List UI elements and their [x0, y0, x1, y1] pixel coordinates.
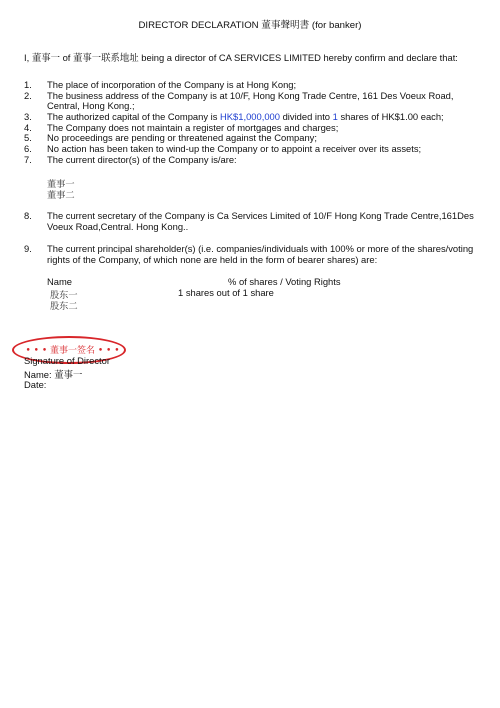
item-9-line-2: rights of the Company, of which none are held in the form of bearer shares) are: — [47, 254, 378, 265]
item-8-number: 8. — [24, 210, 32, 221]
shareholder-2-name: 股东二 — [50, 301, 78, 312]
name-label: Name: — [24, 369, 52, 380]
director-2: 董事二 — [47, 190, 75, 201]
date-label: Date: — [24, 379, 47, 390]
item-6-text: No action has been taken to wind-up the Company or to appoint a receiver over its assets; — [47, 143, 422, 154]
intro-statement — [24, 50, 458, 64]
item-3-text — [47, 111, 444, 122]
item-5-number: 5. — [24, 132, 32, 143]
item-6-number: 6. — [24, 143, 32, 154]
item-4-text: The Company does not maintain a register of mortgages and charges; — [47, 122, 339, 133]
item-2-line-2: Central, Hong Kong.; — [47, 100, 135, 111]
item-9-line-1: The current principal shareholder(s) (i.e. companies/individuals with 100% or more of the shares/voting — [47, 243, 474, 254]
item-9-number: 9. — [24, 243, 32, 254]
item-2-number: 2. — [24, 90, 32, 101]
director-1: 董事一 — [47, 179, 75, 190]
shareholder-col-name: Name — [47, 276, 73, 287]
shareholder-col-shares: % of shares / Voting Rights — [228, 276, 341, 287]
intro-address: 董事一联系地址 — [73, 53, 139, 64]
title-cjk: 董事聲明書 — [261, 20, 310, 31]
title-text: DIRECTOR DECLARATION — [138, 20, 259, 31]
item-2-line-1: The business address of the Company is at 10/F, Hong Kong Trade Centre, 161 Des Voeux Road, — [47, 90, 454, 101]
intro-director-name: 董事一 — [31, 53, 60, 64]
item-4-number: 4. — [24, 122, 32, 133]
item-7-text: The current director(s) of the Company is/are: — [47, 154, 237, 165]
shareholder-1-name: 股东一 — [50, 290, 78, 301]
item-8-line-1: The current secretary of the Company is Ca Services Limited of 10/F Hong Kong Trade Centre,161Des — [47, 210, 474, 221]
item-1-text: The place of incorporation of the Company is at Hong Kong; — [47, 79, 297, 90]
item-3-before: The authorized capital of the Company is — [47, 111, 218, 122]
item-3-number: 3. — [24, 111, 32, 122]
document-title — [0, 17, 500, 31]
intro-text: being a director of CA SERVICES LIMITED hereby confirm and declare that: — [141, 52, 458, 63]
item-1-number: 1. — [24, 79, 32, 90]
item-3-middle: divided into — [282, 111, 331, 122]
item-5-text: No proceedings are pending or threatened against the Company; — [47, 132, 317, 143]
intro-of: of — [62, 52, 71, 63]
title-suffix: (for banker) — [311, 20, 362, 31]
name-value: 董事一 — [54, 370, 83, 381]
item-3-after: shares of HK$1.00 each; — [340, 111, 444, 122]
item-8-line-2: Voeux Road,Central. Hong Kong.. — [47, 221, 189, 232]
signed-name: • • • 董事一签名 • • • — [25, 346, 120, 356]
signature-label: Signature of Director — [24, 355, 110, 366]
shareholder-1-shares: 1 shares out of 1 share — [178, 287, 274, 298]
item-7-number: 7. — [24, 154, 32, 165]
authorized-capital: HK$1,000,000 — [220, 111, 280, 122]
share-count: 1 — [332, 111, 338, 122]
intro-prefix: I, — [24, 52, 30, 63]
